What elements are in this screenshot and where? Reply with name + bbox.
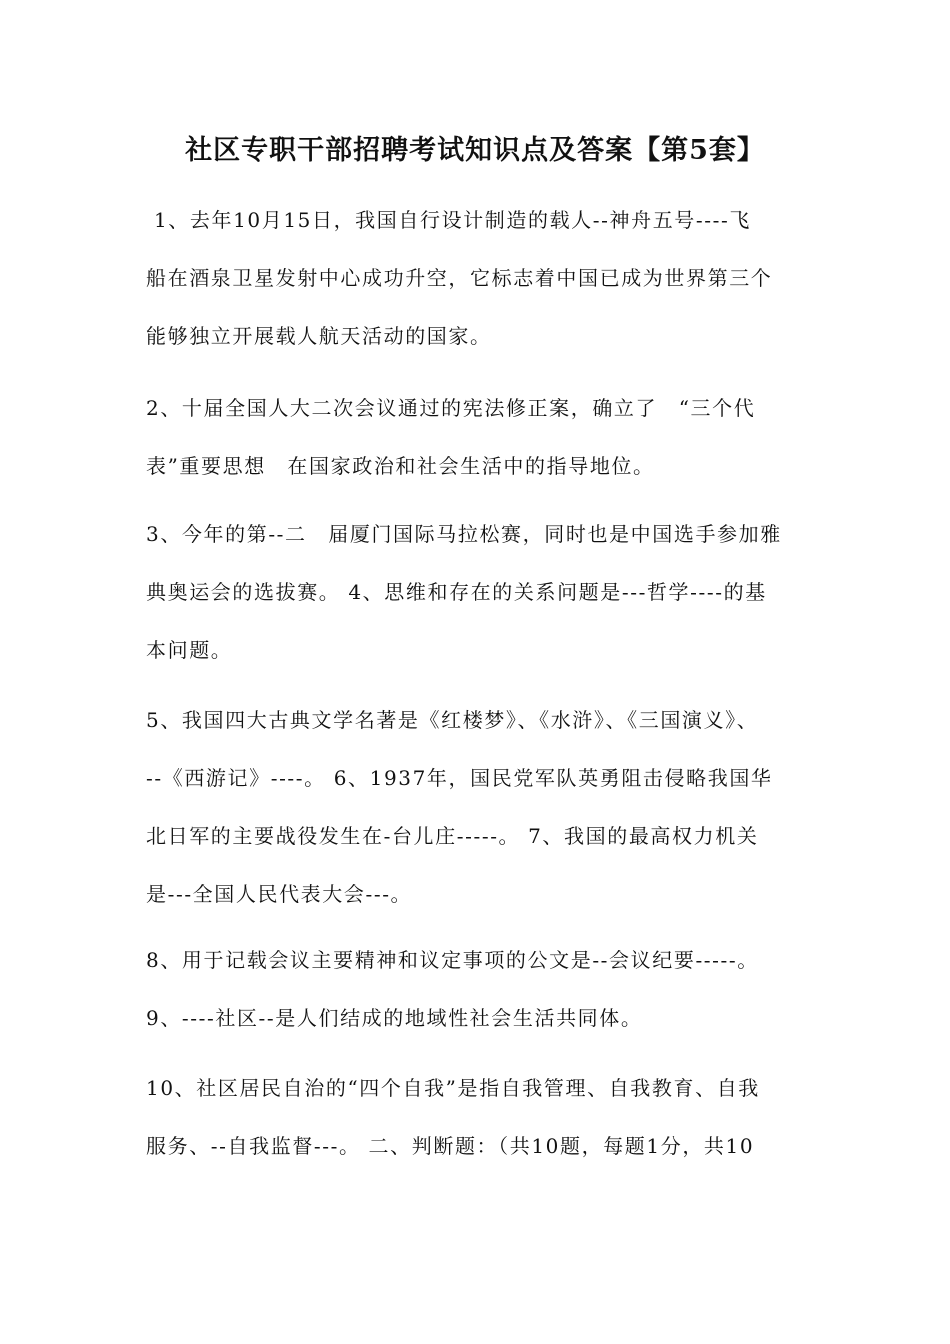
text-line-q2-a: 2、十届全国人大二次会议通过的宪法修正案，确立了 “三个代 <box>146 396 756 420</box>
text-line-q8: 8、用于记载会议主要精神和议定事项的公文是--会议纪要-----。 <box>146 948 759 972</box>
text-line-q10-b: 服务、--自我监督---。 二、判断题：（共10题，每题1分，共10 <box>146 1134 755 1158</box>
text-line-q6: 北日军的主要战役发生在-台儿庄-----。 7、我国的最高权力机关 <box>146 824 759 848</box>
text-line-q1-c: 能够独立开展载人航天活动的国家。 <box>146 324 492 348</box>
text-line-q3-b: 典奥运会的选拔赛。 4、思维和存在的关系问题是---哲学----的基 <box>146 580 767 604</box>
text-line-q7: 是---全国人民代表大会---。 <box>146 882 413 906</box>
text-line-q4: 本问题。 <box>146 638 233 662</box>
text-line-q5-a: 5、我国四大古典文学名著是《红楼梦》、《水浒》、《三国演义》、 <box>146 708 759 732</box>
text-line-q10-a: 10、社区居民自治的“四个自我”是指自我管理、自我教育、自我 <box>146 1076 760 1100</box>
document-title: 社区专职干部招聘考试知识点及答案【第5套】 <box>185 135 765 166</box>
text-line-q9: 9、----社区--是人们结成的地域性社会生活共同体。 <box>146 1006 643 1030</box>
text-line-q2-b: 表”重要思想 在国家政治和社会生活中的指导地位。 <box>146 454 655 478</box>
text-line-q3-a: 3、今年的第--二 届厦门国际马拉松赛，同时也是中国选手参加雅 <box>146 522 782 546</box>
text-line-q5-b: --《西游记》----。 6、1937年，国民党军队英勇阻击侵略我国华 <box>146 766 773 790</box>
text-line-q1-a: 1、去年10月15日，我国自行设计制造的载人--神舟五号----飞 <box>146 208 751 232</box>
text-line-q1-b: 船在酒泉卫星发射中心成功升空，它标志着中国已成为世界第三个 <box>146 266 773 290</box>
